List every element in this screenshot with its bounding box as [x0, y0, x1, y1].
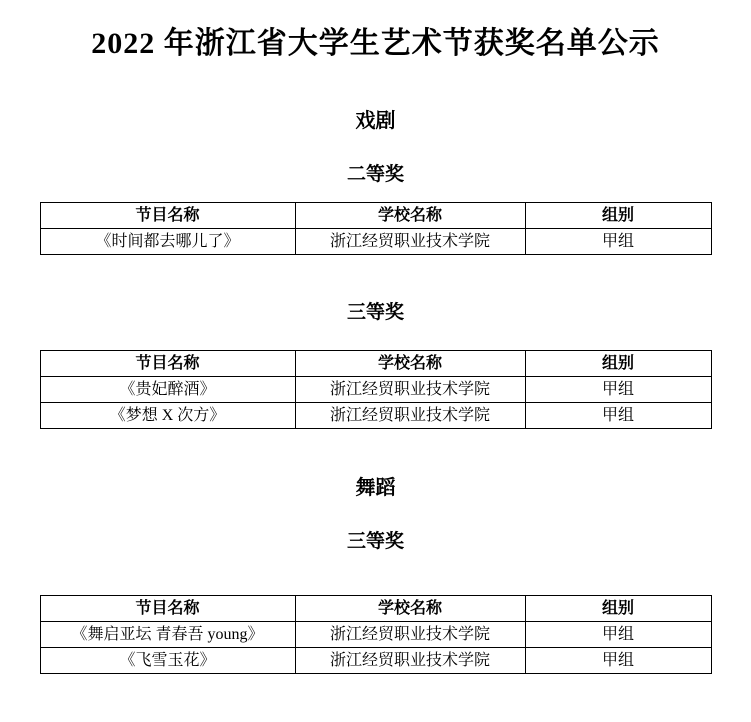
column-header-school: 学校名称 — [295, 351, 525, 377]
column-header-school: 学校名称 — [295, 203, 525, 229]
cell-group: 甲组 — [525, 622, 711, 648]
award-title-dance-third: 三等奖 — [346, 531, 404, 552]
cell-program: 《贵妃醉酒》 — [40, 377, 295, 403]
column-header-group: 组别 — [525, 596, 711, 622]
column-header-program: 节目名称 — [40, 351, 295, 377]
column-header-program: 节目名称 — [40, 596, 295, 622]
spacer — [0, 255, 751, 297]
document-page — [0, 18, 751, 722]
column-header-group: 组别 — [525, 351, 711, 377]
cell-program: 《时间都去哪儿了》 — [40, 229, 295, 255]
spacer — [0, 324, 751, 350]
spacer — [0, 500, 751, 526]
table-row — [40, 648, 711, 674]
cell-school: 浙江经贸职业技术学院 — [295, 229, 525, 255]
table-header-row — [40, 203, 711, 229]
spacer — [0, 429, 751, 471]
section-title-dance: 舞蹈 — [355, 477, 396, 499]
cell-school: 浙江经贸职业技术学院 — [295, 403, 525, 429]
column-header-group: 组别 — [525, 203, 711, 229]
award-table-drama-third — [40, 350, 712, 429]
spacer — [0, 553, 751, 595]
column-header-program: 节目名称 — [40, 203, 295, 229]
table-row — [40, 229, 711, 255]
table-row — [40, 377, 711, 403]
award-table-drama-second — [40, 202, 712, 255]
section-title-drama: 戏剧 — [355, 110, 396, 132]
award-table-dance-third — [40, 595, 712, 674]
award-title-drama-third: 三等奖 — [346, 302, 404, 323]
cell-program: 《飞雪玉花》 — [40, 648, 295, 674]
cell-group: 甲组 — [525, 648, 711, 674]
table-header-row — [40, 596, 711, 622]
column-header-school: 学校名称 — [295, 596, 525, 622]
table-row — [40, 622, 711, 648]
cell-group: 甲组 — [525, 403, 711, 429]
spacer — [0, 62, 751, 104]
cell-group: 甲组 — [525, 377, 711, 403]
cell-program: 《舞启亚坛 青春吾 young》 — [40, 622, 295, 648]
spacer — [0, 133, 751, 159]
cell-school: 浙江经贸职业技术学院 — [295, 377, 525, 403]
cell-program: 《梦想 X 次方》 — [40, 403, 295, 429]
award-title-drama-second: 二等奖 — [346, 164, 404, 185]
page-title: 2022 年浙江省大学生艺术节获奖名单公示 — [91, 27, 660, 60]
spacer — [0, 186, 751, 202]
cell-school: 浙江经贸职业技术学院 — [295, 622, 525, 648]
cell-group: 甲组 — [525, 229, 711, 255]
table-row — [40, 403, 711, 429]
table-header-row — [40, 351, 711, 377]
cell-school: 浙江经贸职业技术学院 — [295, 648, 525, 674]
